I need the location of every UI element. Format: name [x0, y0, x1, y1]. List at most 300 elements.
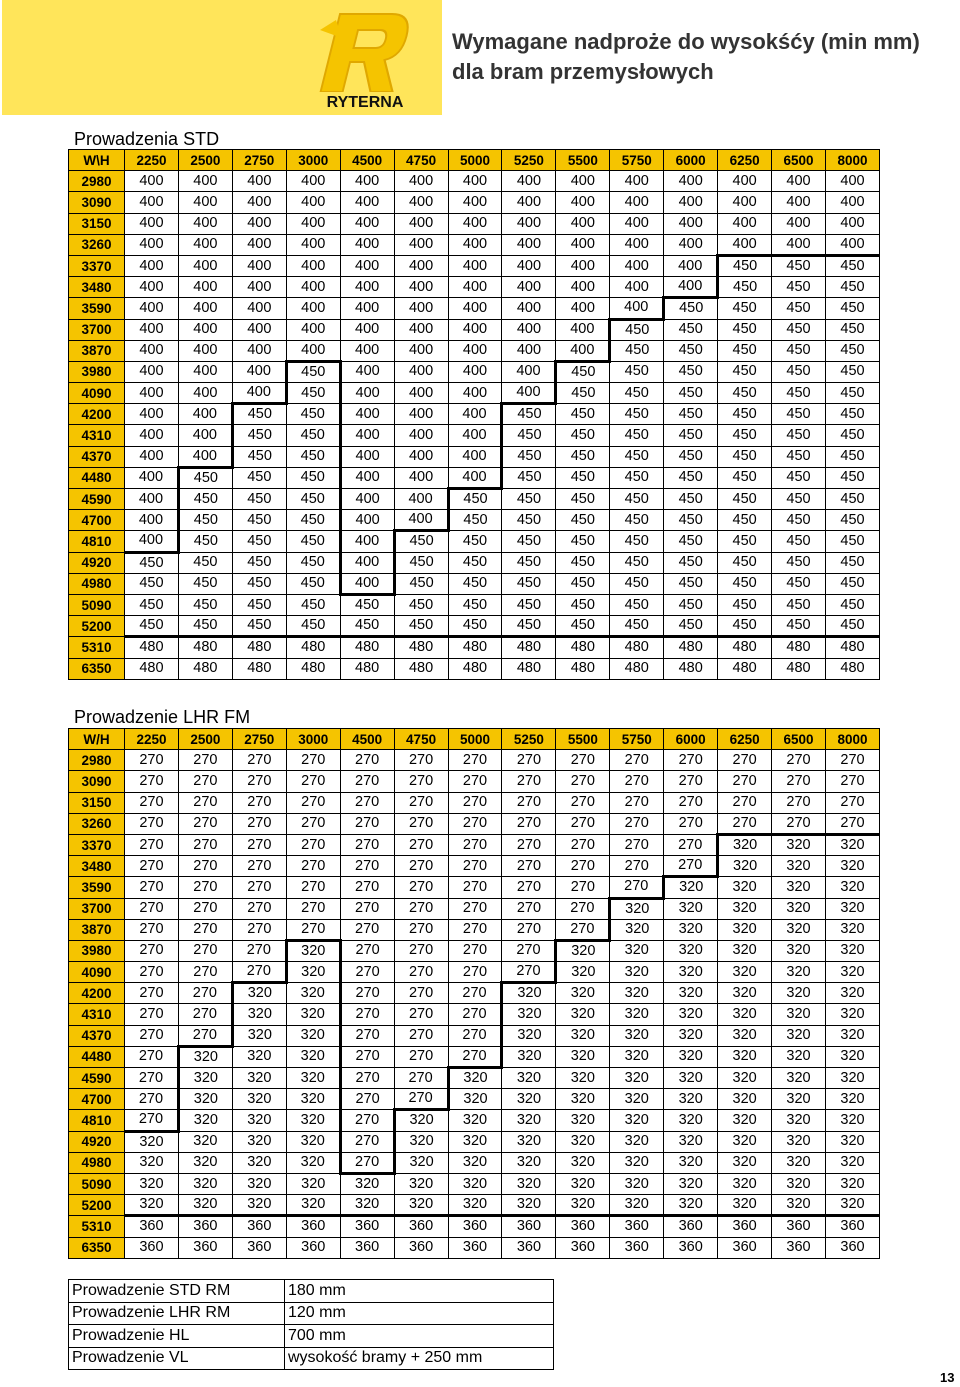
table-cell: 450	[556, 552, 610, 573]
table-cell: 400	[340, 171, 394, 192]
table-cell: 270	[610, 877, 664, 898]
table-cell: 270	[178, 856, 232, 877]
table-cell: 450	[610, 489, 664, 510]
table-cell: 320	[772, 877, 826, 898]
table-cell: 450	[556, 616, 610, 637]
table-cell: 270	[448, 1004, 502, 1025]
table-cell: 400	[448, 234, 502, 255]
table-cell: 400	[340, 277, 394, 298]
table-cell: 450	[772, 425, 826, 446]
table-cell: 450	[718, 616, 772, 637]
table-cell: 270	[556, 898, 610, 919]
table-cell: 400	[556, 319, 610, 340]
table-cell: 400	[340, 425, 394, 446]
table-cell: 320	[772, 1004, 826, 1025]
table-cell: 400	[232, 361, 286, 382]
table-cell: 270	[125, 750, 179, 771]
table-cell: 400	[448, 192, 502, 213]
table-cell: 270	[394, 1068, 448, 1089]
table-cell: 450	[232, 510, 286, 531]
table-cell: 400	[664, 255, 718, 276]
legend-row	[69, 1302, 554, 1325]
table-cell: 270	[125, 792, 179, 813]
table-cell: 450	[232, 552, 286, 573]
column-header: 2250	[125, 729, 179, 750]
table-cell: 450	[664, 573, 718, 594]
row-header: 4920	[69, 552, 125, 573]
table-cell: 320	[125, 1131, 179, 1152]
table-cell: 320	[556, 1025, 610, 1046]
table-cell: 400	[448, 255, 502, 276]
table-cell: 450	[772, 616, 826, 637]
table-cell: 400	[286, 171, 340, 192]
table-cell: 450	[286, 573, 340, 594]
table-cell: 450	[718, 573, 772, 594]
table-row	[69, 467, 880, 488]
table-cell: 400	[125, 255, 179, 276]
table-cell: 270	[340, 750, 394, 771]
table-row	[69, 919, 880, 940]
table-cell: 480	[502, 637, 556, 658]
table-cell: 360	[286, 1216, 340, 1237]
table-cell: 400	[556, 340, 610, 361]
table-cell: 480	[718, 637, 772, 658]
row-header: 4980	[69, 573, 125, 594]
table-cell: 450	[610, 404, 664, 425]
table-cell: 450	[718, 531, 772, 552]
table-cell: 270	[448, 813, 502, 834]
legend-value: 700 mm	[285, 1325, 554, 1348]
column-header: 6500	[772, 729, 826, 750]
table-cell: 480	[394, 658, 448, 679]
logo-banner	[2, 0, 442, 115]
table-cell: 270	[448, 877, 502, 898]
page-title: Wymagane nadproże do wysokśćy (min mm) dla bram przemysłowych	[452, 29, 920, 84]
row-header: 3700	[69, 898, 125, 919]
table-cell: 320	[286, 962, 340, 983]
table-cell: 270	[825, 792, 879, 813]
table-cell: 320	[556, 1173, 610, 1194]
table-cell: 400	[502, 361, 556, 382]
table-cell: 320	[286, 1068, 340, 1089]
table-cell: 400	[178, 298, 232, 319]
column-header: 6500	[772, 150, 826, 171]
table-cell: 450	[556, 446, 610, 467]
table-cell: 400	[825, 213, 879, 234]
table-cell: 400	[286, 319, 340, 340]
table-cell: 320	[825, 1025, 879, 1046]
table-cell: 320	[502, 1195, 556, 1216]
legend-row	[69, 1325, 554, 1348]
table-cell: 360	[394, 1216, 448, 1237]
table-cell: 450	[502, 425, 556, 446]
row-header: 4090	[69, 383, 125, 404]
table-cell: 320	[664, 983, 718, 1004]
table-cell: 320	[394, 1152, 448, 1173]
table-cell: 400	[448, 361, 502, 382]
table-cell: 270	[232, 919, 286, 940]
table-cell: 320	[664, 1131, 718, 1152]
table-cell: 270	[125, 898, 179, 919]
table-cell: 320	[232, 983, 286, 1004]
table-cell: 270	[718, 771, 772, 792]
table-cell: 360	[394, 1237, 448, 1258]
table-cell: 450	[825, 361, 879, 382]
legend-label: Prowadzenie VL	[69, 1347, 285, 1370]
table-cell: 320	[286, 983, 340, 1004]
table-cell: 270	[340, 1089, 394, 1110]
table-cell: 450	[825, 404, 879, 425]
table-cell: 270	[340, 919, 394, 940]
table-cell: 450	[125, 594, 179, 615]
table-cell: 270	[232, 962, 286, 983]
table-cell: 320	[664, 962, 718, 983]
table-cell: 320	[664, 1046, 718, 1067]
table-cell: 270	[178, 750, 232, 771]
table-cell: 450	[556, 425, 610, 446]
table-cell: 270	[502, 771, 556, 792]
table-cell: 270	[718, 750, 772, 771]
table-cell: 320	[610, 1004, 664, 1025]
table-cell: 320	[448, 1131, 502, 1152]
table-cell: 270	[340, 813, 394, 834]
table-cell: 450	[556, 531, 610, 552]
table-cell: 270	[502, 834, 556, 855]
table-cell: 450	[286, 446, 340, 467]
row-header: 5200	[69, 616, 125, 637]
table-cell: 320	[502, 1046, 556, 1067]
table-cell: 320	[825, 1131, 879, 1152]
table-cell: 270	[394, 940, 448, 961]
table-cell: 400	[178, 425, 232, 446]
table-cell: 400	[340, 573, 394, 594]
table-cell: 450	[232, 446, 286, 467]
ryterna-logo-icon	[302, 6, 428, 112]
table-cell: 270	[664, 834, 718, 855]
table-cell: 450	[610, 531, 664, 552]
table-row	[69, 1216, 880, 1237]
table-cell: 450	[502, 467, 556, 488]
row-header: 6350	[69, 1237, 125, 1258]
table-cell: 450	[772, 361, 826, 382]
table-cell: 450	[232, 404, 286, 425]
table-cell: 360	[502, 1216, 556, 1237]
row-header: 5200	[69, 1195, 125, 1216]
table-cell: 400	[502, 255, 556, 276]
table-cell: 400	[502, 340, 556, 361]
table-cell: 450	[286, 552, 340, 573]
table-cell: 270	[125, 919, 179, 940]
table-cell: 450	[825, 616, 879, 637]
legend-row	[69, 1347, 554, 1370]
table-cell: 270	[394, 1025, 448, 1046]
table-cell: 320	[825, 1046, 879, 1067]
table-cell: 320	[664, 1004, 718, 1025]
table-cell: 450	[718, 298, 772, 319]
table-cell: 270	[125, 813, 179, 834]
table-cell: 400	[448, 171, 502, 192]
table-cell: 450	[610, 573, 664, 594]
table-cell: 400	[394, 319, 448, 340]
table-row	[69, 750, 880, 771]
table-cell: 400	[664, 192, 718, 213]
table-cell: 400	[340, 234, 394, 255]
table-cell: 320	[178, 1195, 232, 1216]
table-cell: 450	[286, 510, 340, 531]
table-cell: 400	[502, 383, 556, 404]
table-cell: 320	[825, 1173, 879, 1194]
table-cell: 450	[718, 404, 772, 425]
table-cell: 400	[825, 234, 879, 255]
table-cell: 400	[232, 277, 286, 298]
table-row	[69, 940, 880, 961]
table-header-row	[69, 729, 880, 750]
table-cell: 320	[664, 1173, 718, 1194]
table-cell: 270	[448, 750, 502, 771]
table-cell: 450	[664, 298, 718, 319]
table-cell: 400	[340, 192, 394, 213]
table-cell: 360	[664, 1216, 718, 1237]
table-cell: 270	[125, 877, 179, 898]
table-cell: 450	[232, 531, 286, 552]
table-cell: 400	[286, 192, 340, 213]
table-cell: 320	[610, 1025, 664, 1046]
table-cell: 320	[232, 1131, 286, 1152]
table-cell: 400	[772, 213, 826, 234]
table-cell: 450	[502, 510, 556, 531]
table-cell: 450	[502, 616, 556, 637]
table-cell: 400	[340, 446, 394, 467]
table-row	[69, 1195, 880, 1216]
column-header: 5500	[556, 150, 610, 171]
table-cell: 450	[502, 446, 556, 467]
table-cell: 320	[178, 1068, 232, 1089]
table-cell: 400	[394, 340, 448, 361]
table-cell: 270	[394, 771, 448, 792]
table-cell: 400	[125, 277, 179, 298]
table-cell: 270	[556, 919, 610, 940]
row-header: 3870	[69, 340, 125, 361]
table-cell: 360	[556, 1216, 610, 1237]
table-cell: 450	[556, 361, 610, 382]
table-cell: 450	[556, 383, 610, 404]
table-row	[69, 1173, 880, 1194]
row-header: 3090	[69, 192, 125, 213]
row-header: 4480	[69, 467, 125, 488]
table-cell: 450	[232, 425, 286, 446]
table-cell: 400	[125, 489, 179, 510]
table-cell: 270	[232, 856, 286, 877]
table-cell: 320	[286, 940, 340, 961]
table-cell: 320	[825, 834, 879, 855]
table-cell: 320	[394, 1195, 448, 1216]
table-cell: 400	[394, 446, 448, 467]
table-cell: 320	[232, 1152, 286, 1173]
table-cell: 320	[232, 1046, 286, 1067]
table-cell: 450	[232, 467, 286, 488]
table-row	[69, 962, 880, 983]
table-cell: 450	[772, 510, 826, 531]
row-header: 3150	[69, 213, 125, 234]
table-cell: 400	[610, 213, 664, 234]
table-cell: 480	[286, 637, 340, 658]
table-cell: 450	[178, 489, 232, 510]
table-cell: 450	[394, 552, 448, 573]
table-cell: 400	[610, 255, 664, 276]
table-cell: 270	[286, 792, 340, 813]
table-cell: 320	[556, 983, 610, 1004]
table-cell: 270	[610, 792, 664, 813]
table-cell: 360	[772, 1237, 826, 1258]
column-header: 5250	[502, 729, 556, 750]
table-row	[69, 1025, 880, 1046]
table-cell: 450	[664, 510, 718, 531]
table-cell: 450	[125, 552, 179, 573]
table-cell: 450	[448, 510, 502, 531]
table-cell: 480	[340, 637, 394, 658]
table-cell: 450	[772, 467, 826, 488]
table-cell: 450	[664, 383, 718, 404]
column-header: 8000	[825, 729, 879, 750]
table-cell: 320	[556, 1110, 610, 1131]
table-cell: 400	[232, 255, 286, 276]
row-header: 4200	[69, 983, 125, 1004]
table-cell: 320	[772, 856, 826, 877]
table-cell: 270	[664, 813, 718, 834]
table-cell: 270	[394, 983, 448, 1004]
table-cell: 270	[502, 898, 556, 919]
table-cell: 480	[825, 637, 879, 658]
page-number: 13	[940, 1370, 955, 1385]
table-cell: 270	[502, 877, 556, 898]
table-cell: 270	[125, 856, 179, 877]
table-cell: 450	[772, 277, 826, 298]
table-cell: 270	[610, 813, 664, 834]
table-cell: 450	[556, 510, 610, 531]
table-cell: 400	[394, 404, 448, 425]
table-cell: 400	[178, 192, 232, 213]
table-row	[69, 898, 880, 919]
table-cell: 450	[825, 531, 879, 552]
table-cell: 320	[610, 1046, 664, 1067]
table-cell: 450	[664, 467, 718, 488]
table-cell: 320	[825, 898, 879, 919]
table-cell: 450	[772, 531, 826, 552]
table-cell: 360	[664, 1237, 718, 1258]
table-cell: 320	[772, 940, 826, 961]
table-cell: 360	[232, 1237, 286, 1258]
table-cell: 400	[286, 255, 340, 276]
table-cell: 320	[664, 1110, 718, 1131]
table-cell: 360	[448, 1237, 502, 1258]
table-cell: 400	[340, 340, 394, 361]
table-cell: 400	[340, 383, 394, 404]
table-cell: 270	[340, 792, 394, 813]
table-cell: 270	[394, 792, 448, 813]
table-cell: 400	[556, 298, 610, 319]
table-cell: 270	[448, 771, 502, 792]
table-cell: 450	[286, 361, 340, 382]
table-cell: 400	[340, 319, 394, 340]
table-cell: 400	[340, 467, 394, 488]
table-cell: 320	[718, 1110, 772, 1131]
table-row	[69, 834, 880, 855]
row-header: 4310	[69, 1004, 125, 1025]
table-row	[69, 1131, 880, 1152]
table-cell: 320	[286, 1025, 340, 1046]
table-cell: 400	[125, 467, 179, 488]
table-cell: 450	[394, 531, 448, 552]
table-cell: 450	[394, 573, 448, 594]
table-cell: 400	[610, 192, 664, 213]
table-cell: 360	[286, 1237, 340, 1258]
table-cell: 270	[825, 813, 879, 834]
table-cell: 450	[825, 298, 879, 319]
table-cell: 270	[340, 1004, 394, 1025]
table-cell: 450	[825, 446, 879, 467]
row-header: 4810	[69, 1110, 125, 1131]
table-cell: 450	[125, 573, 179, 594]
legend-table	[68, 1279, 554, 1370]
table-cell: 450	[825, 319, 879, 340]
table-cell: 450	[772, 255, 826, 276]
table-cell: 400	[772, 192, 826, 213]
table-cell: 450	[825, 552, 879, 573]
table-cell: 320	[610, 1173, 664, 1194]
table-cell: 320	[664, 898, 718, 919]
table-cell: 400	[232, 213, 286, 234]
table-cell: 270	[340, 1131, 394, 1152]
table-cell: 360	[772, 1216, 826, 1237]
table-cell: 270	[394, 1089, 448, 1110]
table-cell: 270	[232, 813, 286, 834]
table-cell: 320	[718, 919, 772, 940]
table-cell: 270	[448, 856, 502, 877]
table-cell: 270	[556, 792, 610, 813]
corner-header: W/H	[69, 729, 125, 750]
table-cell: 270	[178, 813, 232, 834]
table-cell: 320	[825, 1152, 879, 1173]
table-cell: 320	[502, 1025, 556, 1046]
table-cell: 400	[610, 234, 664, 255]
table-cell: 270	[556, 877, 610, 898]
table-cell: 320	[718, 983, 772, 1004]
table-cell: 270	[825, 771, 879, 792]
table-row	[69, 213, 880, 234]
table-cell: 400	[664, 171, 718, 192]
table-cell: 320	[178, 1110, 232, 1131]
column-header: 4500	[340, 150, 394, 171]
table-cell: 360	[718, 1216, 772, 1237]
table-cell: 270	[718, 792, 772, 813]
table-row	[69, 616, 880, 637]
table-cell: 270	[664, 771, 718, 792]
table-row	[69, 234, 880, 255]
table-cell: 480	[718, 658, 772, 679]
table-row	[69, 446, 880, 467]
table-cell: 400	[502, 319, 556, 340]
table-row	[69, 573, 880, 594]
table-cell: 400	[772, 234, 826, 255]
table-row	[69, 813, 880, 834]
table-cell: 450	[718, 361, 772, 382]
table-cell: 320	[772, 1046, 826, 1067]
table-cell: 450	[556, 467, 610, 488]
table-cell: 450	[394, 616, 448, 637]
table-cell: 450	[664, 531, 718, 552]
table-cell: 400	[286, 340, 340, 361]
table-cell: 360	[125, 1237, 179, 1258]
